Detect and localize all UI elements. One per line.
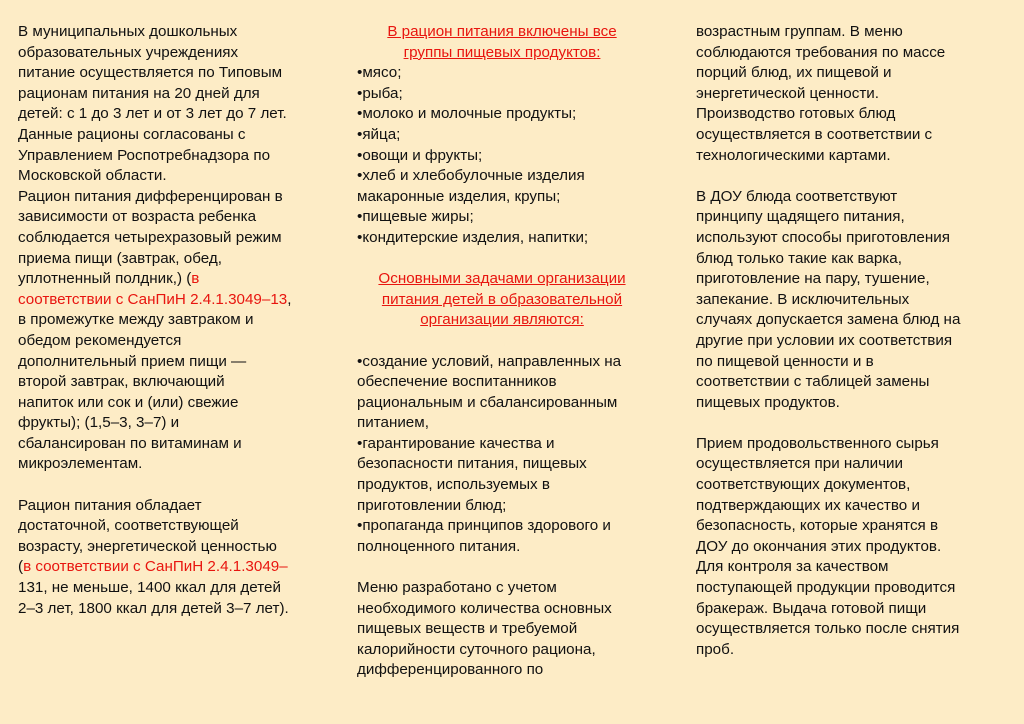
text-line: Для контроля за качеством xyxy=(696,558,889,576)
text-line: осуществляется в соответствии с xyxy=(696,125,933,143)
heading-line: группы пищевых продуктов: xyxy=(403,43,601,61)
paragraph-food-acceptance xyxy=(696,434,996,661)
paragraph-menu-continued xyxy=(696,22,996,166)
heading-line: В рацион питания включены все xyxy=(387,23,617,40)
text-line: В ДОУ блюда соответствуют xyxy=(696,187,898,205)
text-line: обедом рекомендуется xyxy=(18,331,182,349)
text-line: используют способы приготовления xyxy=(696,228,950,246)
text-line: пищевых веществ и требуемой xyxy=(357,620,578,638)
text-line: приготовление на пару, тушение, xyxy=(696,270,930,288)
sanpin-reference: соответствии с СанПиН 2.4.1.3049–13 xyxy=(18,290,288,308)
list-item: •рыба; xyxy=(357,84,403,102)
list-item: продуктов, используемых в xyxy=(357,476,550,494)
text-line: 2–3 лет, 1800 ккал для детей 3–7 лет). xyxy=(18,599,289,617)
text-line: соблюдаются требования по массе xyxy=(696,43,946,61)
list-item: •пищевые жиры; xyxy=(357,208,474,226)
list-item: •овощи и фрукты; xyxy=(357,146,483,164)
text-line: В муниципальных дошкольных xyxy=(18,23,238,40)
sanpin-reference: в xyxy=(191,270,200,288)
text-line: проб. xyxy=(696,640,735,658)
text-line: достаточной, соответствующей xyxy=(18,517,239,535)
heading-main-tasks xyxy=(357,269,647,331)
column-middle xyxy=(357,22,647,681)
list-item: питанием, xyxy=(357,414,429,432)
text-line: возрастным группам. В меню xyxy=(696,23,903,40)
paragraph-spacer xyxy=(357,331,647,352)
text-line: Данные рационы согласованы с xyxy=(18,125,246,143)
text-line xyxy=(18,269,318,290)
paragraph-menu xyxy=(357,578,647,681)
text-line: подтверждающих их качество и xyxy=(696,496,920,514)
text-line: калорийности суточного рациона, xyxy=(357,640,596,658)
text-line: по пищевой ценности и в xyxy=(696,352,874,370)
paragraph-standard-rations xyxy=(18,22,318,475)
text-line: порций блюд, их пищевой и xyxy=(696,64,892,82)
text-line: образовательных учреждениях xyxy=(18,43,239,61)
text-line xyxy=(18,557,318,578)
paragraph-spacer xyxy=(357,249,647,270)
list-item: •молоко и молочные продукты; xyxy=(357,105,577,123)
text-line: блюд только такие как варка, xyxy=(696,249,902,267)
list-item: •мясо; xyxy=(357,64,402,82)
text-line: возрасту, энергетической ценностью xyxy=(18,537,277,555)
text-line: приема пищи (завтрак, обед, xyxy=(18,249,222,267)
text-line: осуществляется при наличии xyxy=(696,455,903,473)
text-line: Меню разработано с учетом xyxy=(357,579,557,597)
food-groups-list xyxy=(357,63,647,248)
text-line: ДОУ до окончания этих продуктов. xyxy=(696,537,942,555)
paragraph-spacer xyxy=(696,413,996,434)
text-segment: ( xyxy=(18,558,24,576)
text-line: фрукты); (1,5–3, 3–7) и xyxy=(18,414,180,432)
list-item: •создание условий, направленных на xyxy=(357,352,622,370)
list-item: приготовлении блюд; xyxy=(357,496,507,514)
text-segment: уплотненный полдник,) ( xyxy=(18,270,192,288)
text-line: Рацион питания дифференцирован в xyxy=(18,187,283,205)
paragraph-spacer xyxy=(18,475,318,496)
heading-food-groups xyxy=(357,22,647,63)
list-item: макаронные изделия, крупы; xyxy=(357,187,561,205)
list-item: обеспечение воспитанников xyxy=(357,373,557,391)
text-line: детей: с 1 до 3 лет и от 3 лет до 7 лет. xyxy=(18,105,287,123)
list-item: •хлеб и хлебобулочные изделия xyxy=(357,167,585,185)
text-line: Рацион питания обладает xyxy=(18,496,202,514)
heading-line: питания детей в образовательной xyxy=(381,290,623,308)
text-line: поступающей продукции проводится xyxy=(696,579,956,597)
text-line: принципу щадящего питания, xyxy=(696,208,905,226)
sanpin-reference: в соответствии с СанПиН 2.4.1.3049– xyxy=(23,558,288,576)
text-line: микроэлементам. xyxy=(18,455,143,473)
text-line: дополнительный прием пищи — xyxy=(18,352,247,370)
text-line: Прием продовольственного сырья xyxy=(696,434,939,452)
text-line: Производство готовых блюд xyxy=(696,105,896,123)
text-line: необходимого количества основных xyxy=(357,599,612,617)
text-line: случаях допускается замена блюд на xyxy=(696,311,961,329)
list-item: •пропаганда принципов здорового и xyxy=(357,517,611,535)
text-line: соблюдается четырехразовый режим xyxy=(18,228,282,246)
paragraph-gentle-nutrition xyxy=(696,187,996,414)
list-item: рациональным и сбалансированным xyxy=(357,393,618,411)
list-item: •гарантирование качества и xyxy=(357,434,555,452)
text-line xyxy=(18,290,318,311)
text-line: 131, не меньше, 1400 ккал для детей xyxy=(18,579,281,597)
list-item: •кондитерские изделия, напитки; xyxy=(357,228,589,246)
tasks-list xyxy=(357,352,647,558)
text-line: соответствии с таблицей замены xyxy=(696,373,930,391)
text-line: питание осуществляется по Типовым xyxy=(18,64,283,82)
paragraph-energy-value xyxy=(18,496,318,620)
paragraph-spacer xyxy=(696,166,996,187)
list-item: безопасности питания, пищевых xyxy=(357,455,587,473)
column-left xyxy=(18,22,318,619)
heading-line: Основными задачами организации xyxy=(378,270,626,288)
text-line: Управлением Роспотребнадзора по xyxy=(18,146,271,164)
heading-line: организации являются: xyxy=(420,311,584,329)
text-line: запекание. В исключительных xyxy=(696,290,910,308)
text-line: бракераж. Выдача готовой пищи xyxy=(696,599,927,617)
text-line: безопасность, которые хранятся в xyxy=(696,517,939,535)
text-line: рационам питания на 20 дней для xyxy=(18,84,260,102)
text-line: пищевых продуктов. xyxy=(696,393,840,411)
text-line: второй завтрак, включающий xyxy=(18,373,225,391)
text-line: соответствующих документов, xyxy=(696,476,911,494)
paragraph-spacer xyxy=(357,557,647,578)
text-line: энергетической ценности. xyxy=(696,84,879,102)
text-line: напиток или сок и (или) свежие xyxy=(18,393,239,411)
text-line: Московской области. xyxy=(18,167,167,185)
text-line: зависимости от возраста ребенка xyxy=(18,208,257,226)
list-item: •яйца; xyxy=(357,125,401,143)
text-line: в промежутке между завтраком и xyxy=(18,311,254,329)
text-line: дифференцированного по xyxy=(357,661,544,679)
column-right xyxy=(696,22,996,660)
text-line: сбалансирован по витаминам и xyxy=(18,434,242,452)
list-item: полноценного питания. xyxy=(357,537,521,555)
text-line: осуществляется только после снятия xyxy=(696,620,960,638)
text-line: другие при условии их соответствия xyxy=(696,331,953,349)
text-segment: , xyxy=(287,290,292,308)
text-line: технологическими картами. xyxy=(696,146,891,164)
